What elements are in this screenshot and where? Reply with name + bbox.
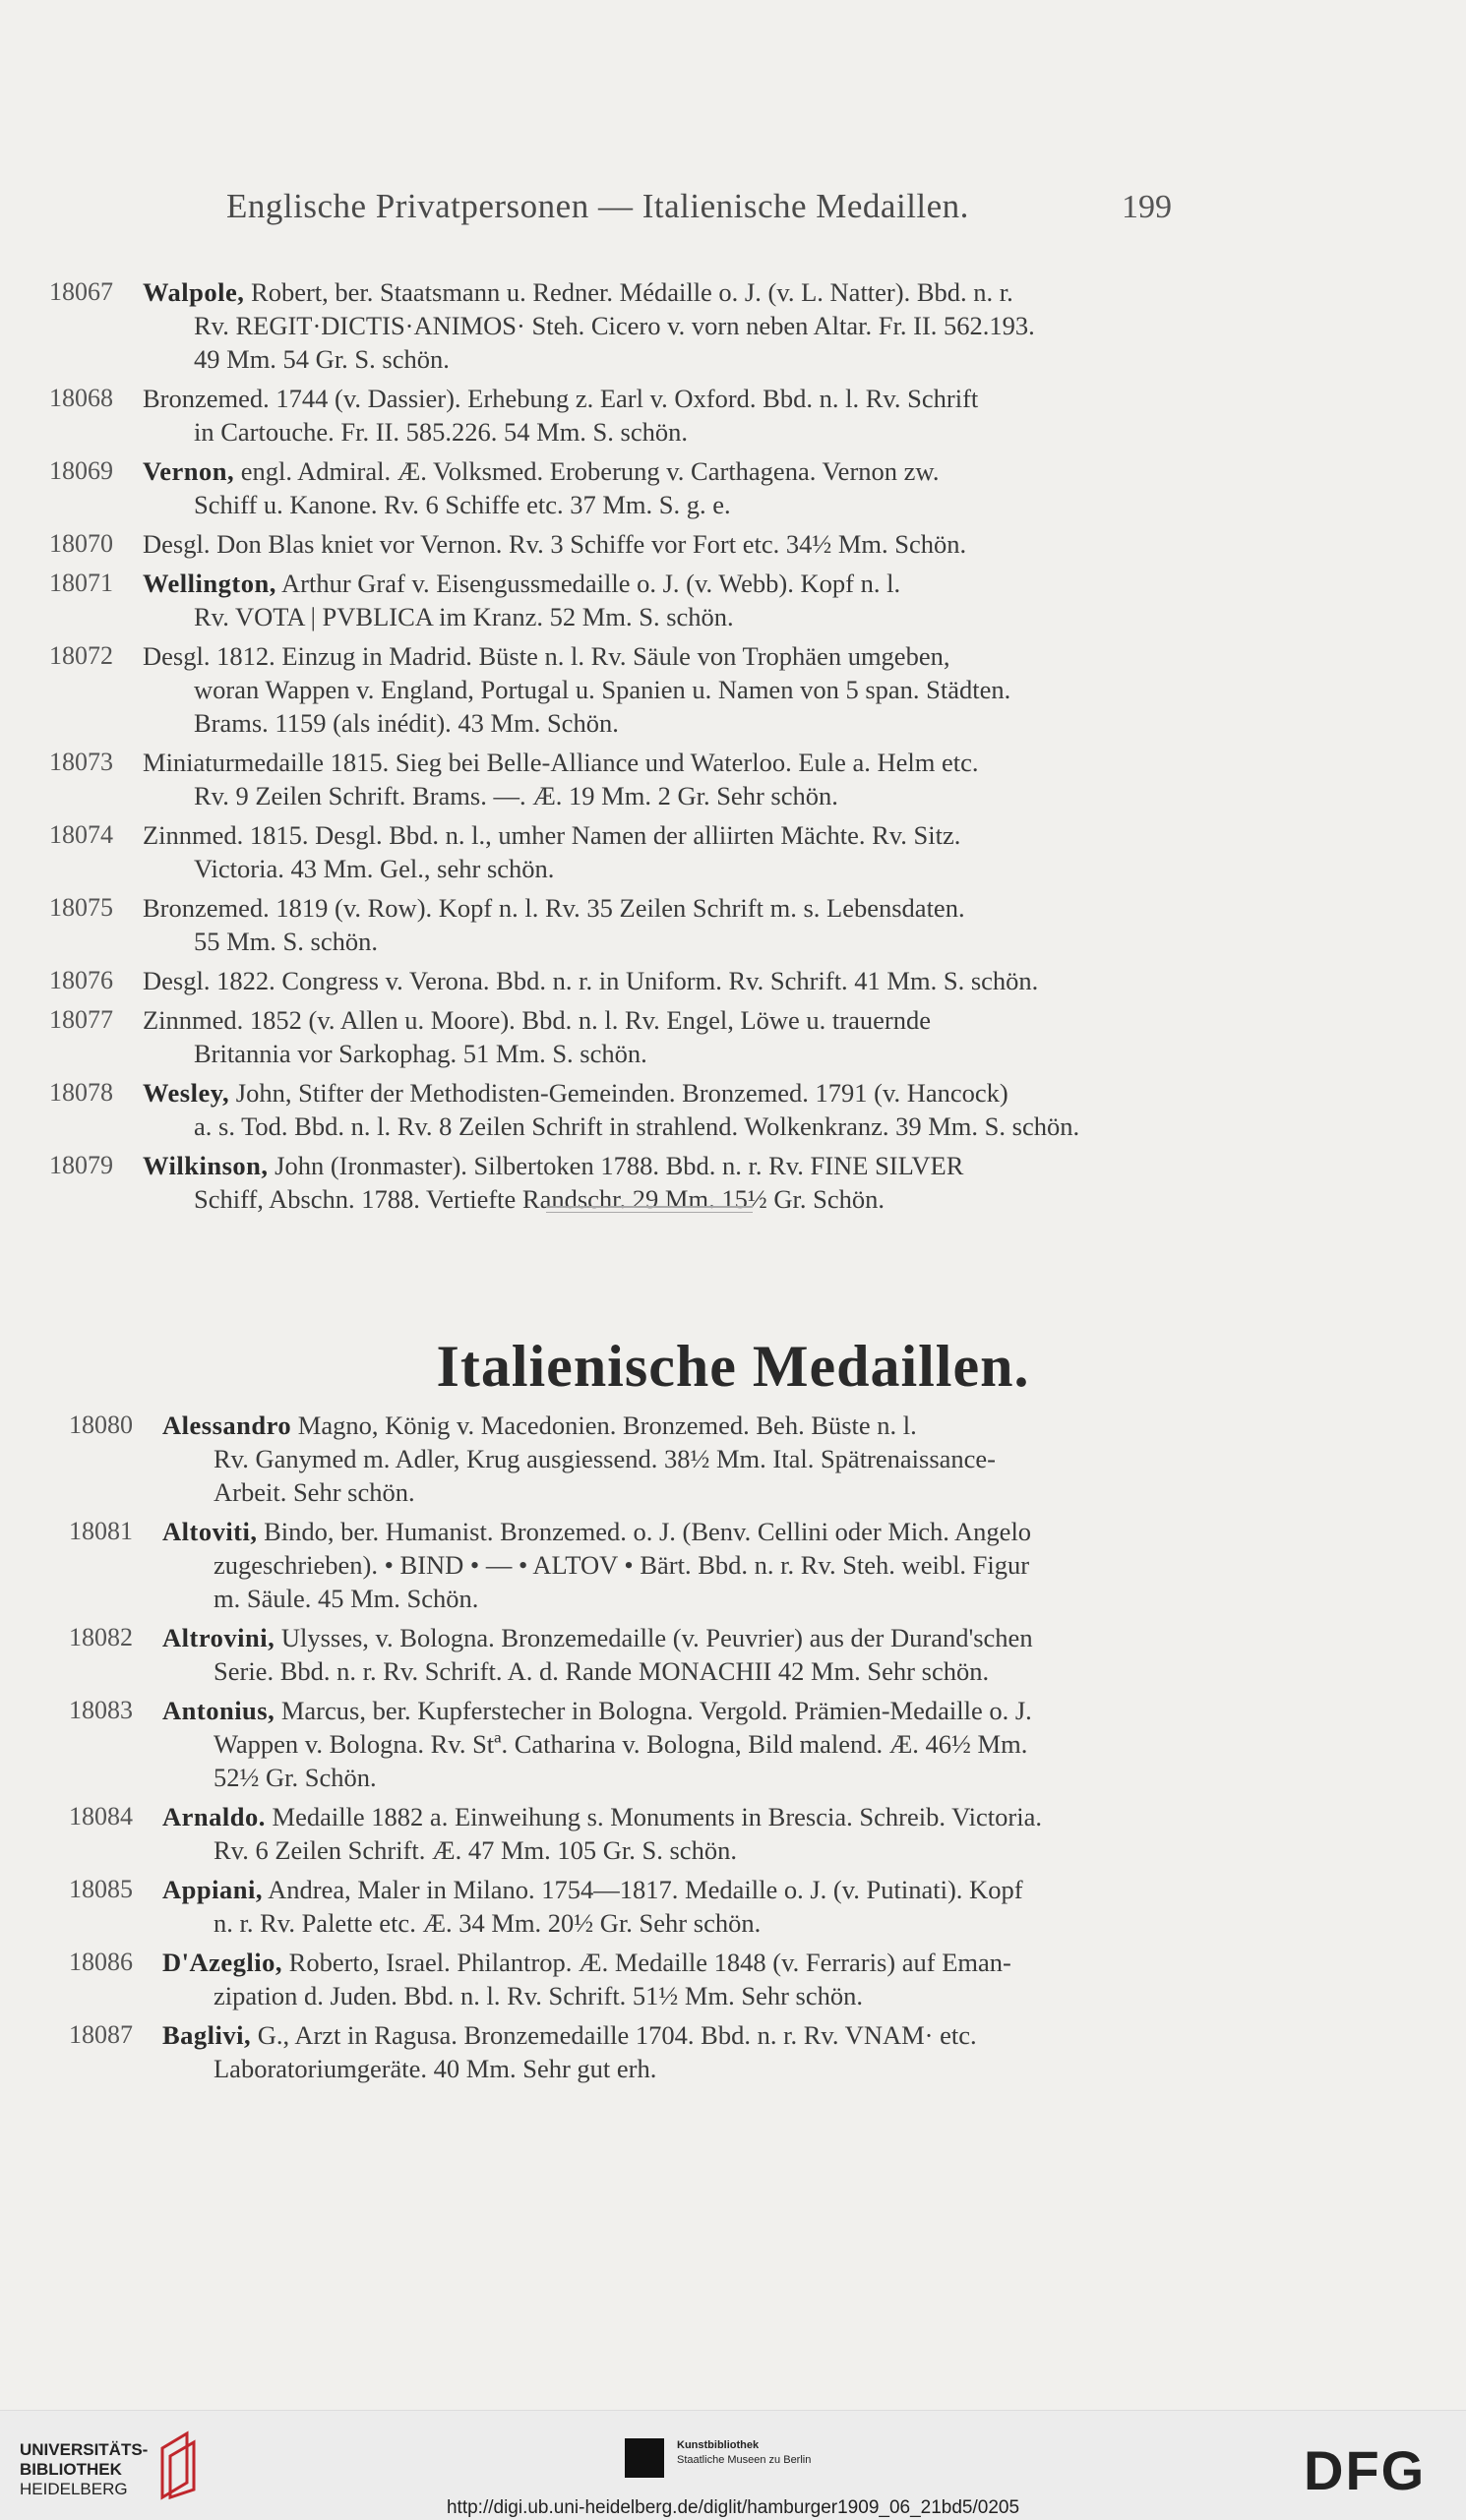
entry-number: 18074	[49, 820, 113, 849]
ub-heidelberg-logo[interactable]	[20, 2440, 148, 2499]
entry-name: Wellington,	[143, 569, 276, 598]
entry-text: a. s. Tod. Bbd. n. l. Rv. 8 Zeilen Schrift in strahlend. Wolkenkranz. 39 Mm. S. schön.	[194, 1111, 1080, 1141]
entry-line	[143, 382, 1220, 415]
catalog-entry	[49, 275, 1220, 376]
entry-name: Walpole,	[143, 277, 245, 307]
catalog-entry	[49, 639, 1220, 740]
entry-text: Marcus, ber. Kupferstecher in Bologna. Vergold. Prämien-Medaille o. J.	[280, 1696, 1032, 1725]
entry-number: 18067	[49, 277, 113, 306]
entry-line	[143, 639, 1220, 673]
entry-line	[162, 1833, 1240, 1867]
entry-text: Schiff u. Kanone. Rv. 6 Schiffe etc. 37 Mm. S. g. e.	[194, 490, 731, 519]
entry-line	[143, 1110, 1220, 1143]
entry-name: Baglivi,	[162, 2020, 252, 2050]
entry-line	[143, 1182, 1220, 1216]
entry-text: Rv. 9 Zeilen Schrift. Brams. —. Æ. 19 Mm. 2 Gr. Sehr schön.	[194, 781, 838, 810]
catalog-entry	[49, 382, 1220, 449]
entry-line	[143, 1076, 1220, 1110]
entry-text: Arthur Graf v. Eisengussmedaille o. J. (v. Webb). Kopf n. l.	[281, 569, 901, 598]
entry-number: 18075	[49, 893, 113, 922]
catalog-entry	[69, 1409, 1240, 1509]
entry-name: Altoviti,	[162, 1517, 258, 1546]
entry-text: zugeschrieben). • BIND • — • ALTOV • Bärt. Bbd. n. r. Rv. Steh. weibl. Figur	[214, 1550, 1030, 1580]
entry-name: Vernon,	[143, 456, 235, 486]
entry-line	[162, 1548, 1240, 1582]
entry-text: Schiff, Abschn. 1788. Vertiefte Randschr. 29 Mm. 15½ Gr. Schön.	[194, 1184, 885, 1214]
entry-name: Altrovini,	[162, 1623, 275, 1652]
entry-line	[162, 1475, 1240, 1509]
entry-text: Victoria. 43 Mm. Gel., sehr schön.	[194, 854, 555, 883]
entry-number: 18076	[49, 966, 113, 994]
entry-text: Zinnmed. 1815. Desgl. Bbd. n. l., umher Namen der alliirten Mächte. Rv. Sitz.	[143, 820, 961, 850]
entry-line	[143, 779, 1220, 812]
entry-line	[143, 673, 1220, 706]
entry-line	[162, 1873, 1240, 1906]
entry-text: Rv. 6 Zeilen Schrift. Æ. 47 Mm. 105 Gr. S. schön.	[214, 1835, 737, 1865]
ub-logo-line1: UNIVERSITÄTS-	[20, 2440, 149, 2459]
catalog-entry	[49, 454, 1220, 521]
entry-number: 18079	[49, 1151, 113, 1179]
entry-line	[162, 1727, 1240, 1761]
entry-text: Rv. REGIT·DICTIS·ANIMOS· Steh. Cicero v. vorn neben Altar. Fr. II. 562.193.	[194, 311, 1035, 340]
entry-number: 18068	[49, 384, 113, 412]
entry-text: Britannia vor Sarkophag. 51 Mm. S. schön.	[194, 1039, 647, 1068]
entry-text: Desgl. 1822. Congress v. Verona. Bbd. n. r. in Uniform. Rv. Schrift. 41 Mm. S. schön.	[143, 966, 1039, 995]
entry-text: 52½ Gr. Schön.	[214, 1763, 377, 1792]
footer-bar	[0, 2410, 1466, 2520]
catalog-entry	[69, 1946, 1240, 2012]
entry-text: 55 Mm. S. schön.	[194, 927, 378, 956]
entry-line	[143, 818, 1220, 852]
entry-line	[162, 1621, 1240, 1654]
italian-entries	[69, 1409, 1240, 2091]
entry-line	[143, 342, 1220, 376]
entry-name: Arnaldo.	[162, 1802, 266, 1831]
entry-number: 18086	[69, 1948, 133, 1976]
entry-line	[143, 891, 1220, 925]
entry-text: Ulysses, v. Bologna. Bronzemedaille (v. Peuvrier) aus der Durand'schen	[280, 1623, 1033, 1652]
entry-number: 18072	[49, 641, 113, 670]
entry-text: Magno, König v. Macedonien. Bronzemed. Beh. Büste n. l.	[297, 1410, 917, 1440]
catalog-entry	[49, 567, 1220, 633]
entry-line	[143, 1037, 1220, 1070]
kunstbibliothek-logo[interactable]	[677, 2438, 811, 2468]
section-divider-thin	[546, 1212, 753, 1213]
permalink-url[interactable]: http://digi.ub.uni-heidelberg.de/diglit/hamburger1909_06_21bd5/0205	[446, 2497, 1020, 2518]
section-divider	[546, 1206, 753, 1208]
entry-name: Wilkinson,	[143, 1151, 269, 1180]
entry-text: Arbeit. Sehr schön.	[214, 1477, 415, 1507]
entry-line	[143, 925, 1220, 958]
entry-name: Antonius,	[162, 1696, 275, 1725]
entry-text: Desgl. 1812. Einzug in Madrid. Büste n. l. Rv. Säule von Trophäen umgeben,	[143, 641, 950, 671]
ub-mark-icon	[153, 2429, 202, 2507]
entry-name: Appiani,	[162, 1875, 263, 1904]
entry-line	[162, 1442, 1240, 1475]
entry-text: Rv. Ganymed m. Adler, Krug ausgiessend. 38½ Mm. Ital. Spätrenaissance-	[214, 1444, 996, 1473]
catalog-entry	[49, 964, 1220, 997]
entry-text: Wappen v. Bologna. Rv. Stª. Catharina v. Bologna, Bild malend. Æ. 46½ Mm.	[214, 1729, 1028, 1759]
entry-number: 18077	[49, 1005, 113, 1034]
entry-name: Alessandro	[162, 1410, 292, 1440]
entry-number: 18085	[69, 1875, 133, 1903]
entry-text: m. Säule. 45 Mm. Schön.	[214, 1584, 479, 1613]
entry-line	[162, 1694, 1240, 1727]
entry-number: 18080	[69, 1410, 133, 1439]
catalog-entry	[69, 1800, 1240, 1867]
entry-text: Roberto, Israel. Philantrop. Æ. Medaille 1848 (v. Ferraris) auf Eman-	[288, 1948, 1011, 1977]
entry-text: Laboratoriumgeräte. 40 Mm. Sehr gut erh.	[214, 2054, 657, 2083]
section-title: Italienische Medaillen.	[436, 1334, 1030, 1399]
catalog-entry	[49, 891, 1220, 958]
entry-text: Andrea, Maler in Milano. 1754—1817. Medaille o. J. (v. Putinati). Kopf	[268, 1875, 1023, 1904]
entry-name: Wesley,	[143, 1078, 230, 1108]
catalog-entry	[69, 1694, 1240, 1794]
kb-line2: Staatliche Museen zu Berlin	[677, 2454, 812, 2466]
catalog-entry	[49, 818, 1220, 885]
entry-text: Bindo, ber. Humanist. Bronzemed. o. J. (Benv. Cellini oder Mich. Angelo	[264, 1517, 1032, 1546]
catalog-entry	[49, 1003, 1220, 1070]
entry-text: Medaille 1882 a. Einweihung s. Monuments in Brescia. Schreib. Victoria.	[272, 1802, 1042, 1831]
entry-text: woran Wappen v. England, Portugal u. Spanien u. Namen von 5 span. Städten.	[194, 675, 1011, 704]
entry-line	[143, 415, 1220, 449]
entry-line	[162, 1515, 1240, 1548]
entry-line	[162, 2018, 1240, 2052]
entry-text: engl. Admiral. Æ. Volksmed. Eroberung v. Carthagena. Vernon zw.	[240, 456, 940, 486]
entry-line	[162, 1409, 1240, 1442]
entry-line	[162, 2052, 1240, 2085]
entry-text: Bronzemed. 1744 (v. Dassier). Erhebung z. Earl v. Oxford. Bbd. n. l. Rv. Schrift	[143, 384, 979, 413]
entry-line	[143, 706, 1220, 740]
entry-number: 18069	[49, 456, 113, 485]
catalog-entry	[49, 746, 1220, 812]
page-number: 199	[1122, 189, 1172, 225]
entry-line	[143, 309, 1220, 342]
entry-line	[143, 454, 1220, 488]
english-entries	[49, 275, 1220, 1222]
entry-line	[162, 1946, 1240, 1979]
entry-text: Brams. 1159 (als inédit). 43 Mm. Schön.	[194, 708, 619, 738]
entry-number: 18084	[69, 1802, 133, 1830]
entry-name: D'Azeglio,	[162, 1948, 283, 1977]
entry-number: 18073	[49, 748, 113, 776]
entry-line	[143, 852, 1220, 885]
entry-line	[162, 1654, 1240, 1688]
entry-line	[143, 1003, 1220, 1037]
kunstbibliothek-logo-icon	[625, 2438, 664, 2478]
ub-logo-line2: BIBLIOTHEK	[20, 2460, 122, 2479]
entry-text: Robert, ber. Staatsmann u. Redner. Médaille o. J. (v. L. Natter). Bbd. n. r.	[251, 277, 1013, 307]
entry-text: Desgl. Don Blas kniet vor Vernon. Rv. 3 Schiffe vor Fort etc. 34½ Mm. Schön.	[143, 529, 967, 559]
entry-line	[162, 1582, 1240, 1615]
entry-number: 18078	[49, 1078, 113, 1107]
entry-line	[162, 1761, 1240, 1794]
entry-line	[143, 964, 1220, 997]
catalog-entry	[69, 1621, 1240, 1688]
catalog-entry	[49, 1076, 1220, 1143]
catalog-entry	[69, 1873, 1240, 1940]
entry-number: 18082	[69, 1623, 133, 1651]
kb-line1: Kunstbibliothek	[677, 2439, 760, 2451]
entry-number: 18070	[49, 529, 113, 558]
catalog-entry	[69, 1515, 1240, 1615]
entry-line	[143, 746, 1220, 779]
entry-text: in Cartouche. Fr. II. 585.226. 54 Mm. S. schön.	[194, 417, 688, 447]
entry-text: n. r. Rv. Palette etc. Æ. 34 Mm. 20½ Gr. Sehr schön.	[214, 1908, 762, 1938]
entry-text: zipation d. Juden. Bbd. n. l. Rv. Schrift. 51½ Mm. Sehr schön.	[214, 1981, 864, 2010]
entry-line	[143, 567, 1220, 600]
ub-logo-line3: HEIDELBERG	[20, 2480, 128, 2498]
entry-line	[143, 1149, 1220, 1182]
entry-line	[162, 1979, 1240, 2012]
entry-text: John, Stifter der Methodisten-Gemeinden. Bronzemed. 1791 (v. Hancock)	[235, 1078, 1008, 1108]
entry-line	[143, 600, 1220, 633]
entry-text: Miniaturmedaille 1815. Sieg bei Belle-Alliance und Waterloo. Eule a. Helm etc.	[143, 748, 979, 777]
running-head: Englische Privatpersonen — Italienische Medaillen.	[226, 187, 969, 225]
entry-text: G., Arzt in Ragusa. Bronzemedaille 1704. Bbd. n. r. Rv. VNAM· etc.	[257, 2020, 977, 2050]
entry-number: 18083	[69, 1696, 133, 1724]
entry-text: Rv. VOTA | PVBLICA im Kranz. 52 Mm. S. schön.	[194, 602, 734, 631]
catalog-entry	[49, 527, 1220, 561]
catalog-entry	[69, 2018, 1240, 2085]
entry-text: 49 Mm. 54 Gr. S. schön.	[194, 344, 450, 374]
dfg-logo[interactable]: DFG	[1304, 2439, 1427, 2501]
entry-line	[162, 1800, 1240, 1833]
entry-number: 18087	[69, 2020, 133, 2049]
entry-text: Bronzemed. 1819 (v. Row). Kopf n. l. Rv. 35 Zeilen Schrift m. s. Lebensdaten.	[143, 893, 965, 923]
entry-number: 18081	[69, 1517, 133, 1545]
entry-line	[143, 488, 1220, 521]
entry-line	[143, 527, 1220, 561]
entry-text: Zinnmed. 1852 (v. Allen u. Moore). Bbd. n. l. Rv. Engel, Löwe u. trauernde	[143, 1005, 931, 1035]
entry-line	[162, 1906, 1240, 1940]
entry-number: 18071	[49, 569, 113, 597]
entry-text: Serie. Bbd. n. r. Rv. Schrift. A. d. Rande MONACHII 42 Mm. Sehr schön.	[214, 1656, 990, 1686]
entry-text: John (Ironmaster). Silbertoken 1788. Bbd. n. r. Rv. FINE SILVER	[275, 1151, 964, 1180]
entry-line	[143, 275, 1220, 309]
